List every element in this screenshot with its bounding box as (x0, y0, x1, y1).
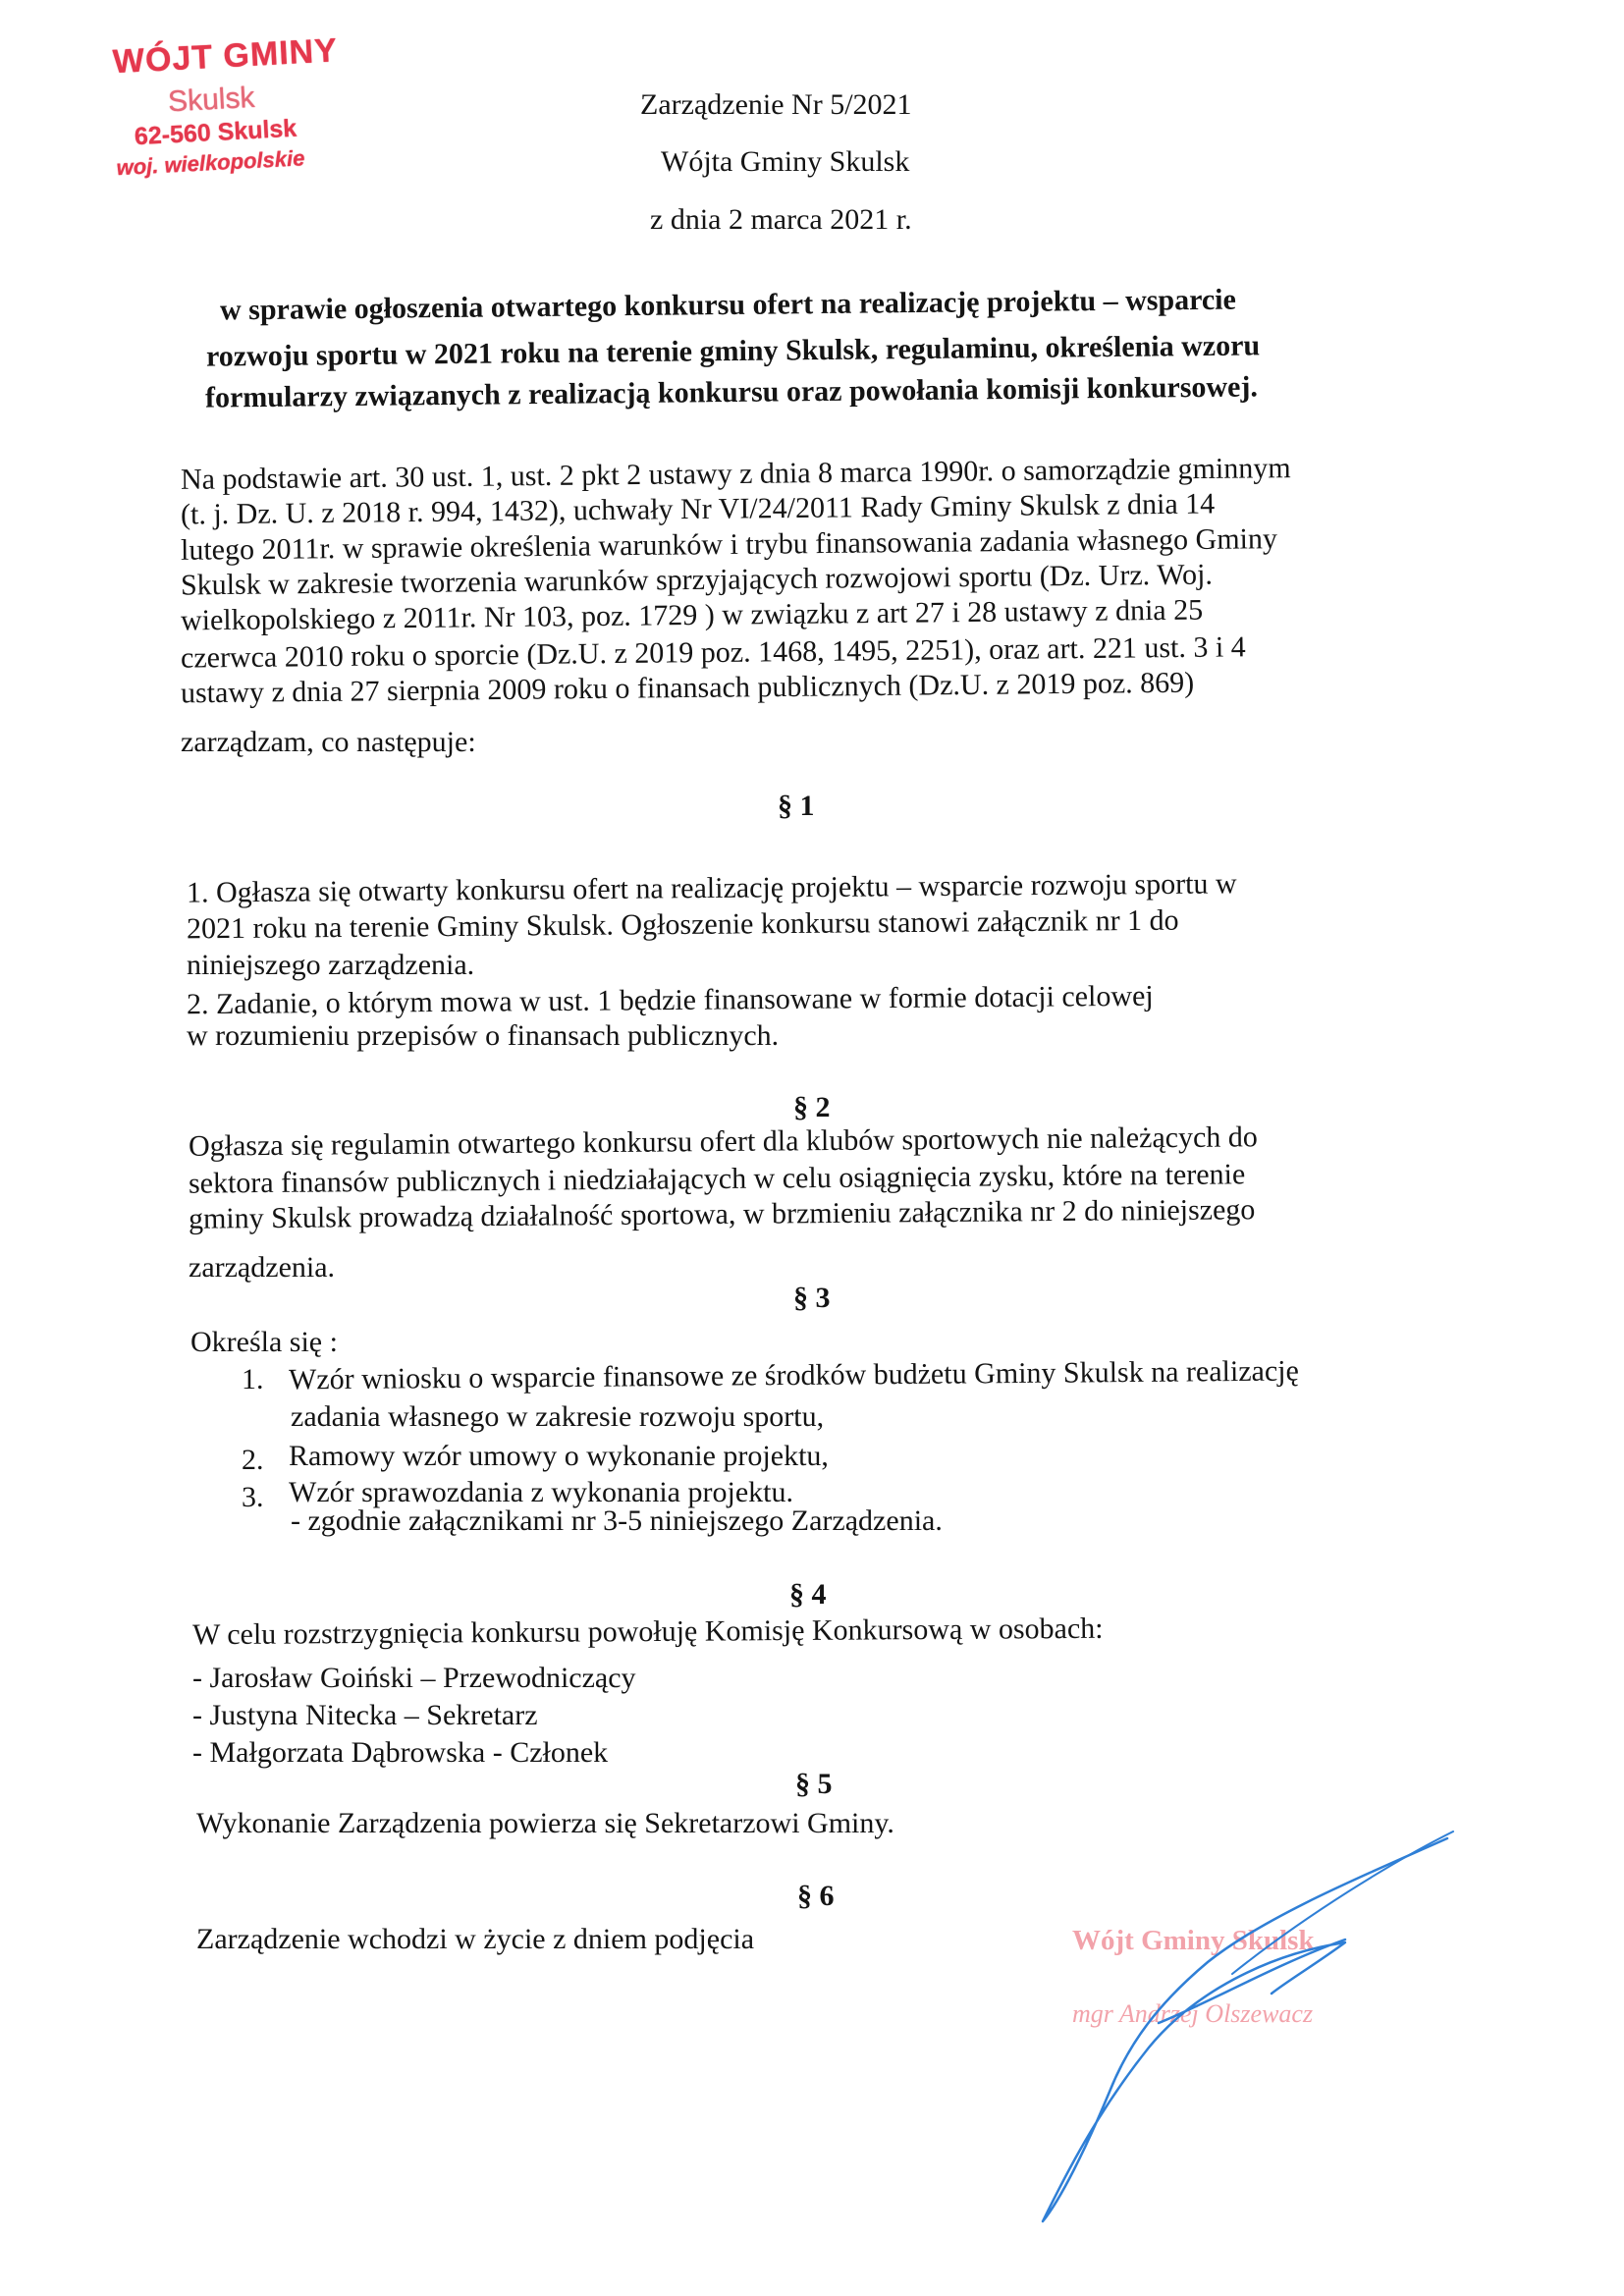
section-1-heading: § 1 (778, 790, 815, 822)
section-3-item-1-text: Wzór wniosku o wsparcie finansowe ze środków budżetu Gminy Skulsk na realizację (288, 1354, 1299, 1396)
stamp-line-2: Skulsk (167, 81, 256, 119)
commission-member: - Justyna Nitecka – Sekretarz (192, 1699, 538, 1731)
section-3-note: - zgodnie załącznikami nr 3-5 niniejszego Zarządzenia. (291, 1504, 943, 1537)
section-3-item-number: 3. (242, 1481, 264, 1513)
official-stamp (106, 31, 359, 201)
section-3-item-2-text: Ramowy wzór umowy o wykonanie projektu, (289, 1440, 829, 1472)
section-3-item-number: 2. (242, 1444, 264, 1476)
preamble-line-5: wielkopolskiego z 2011r. Nr 103, poz. 1729 ) w związku z art 27 i 28 ustawy z dnia 25 (180, 593, 1204, 637)
preamble-line-3: lutego 2011r. w sprawie określenia warunków i trybu finansowania zadania własnego Gminy (180, 522, 1278, 567)
document-title: Zarządzenie Nr 5/2021 (640, 88, 912, 121)
signature-stamp-name: mgr Andrzej Olszewacz (1072, 1999, 1314, 2028)
document-date: z dnia 2 marca 2021 r. (650, 203, 912, 236)
section-2-heading: § 2 (793, 1091, 831, 1123)
section-1-line-5: w rozumieniu przepisów o finansach publicznych. (187, 1019, 780, 1052)
subject-line-2: rozwoju sportu w 2021 roku na terenie gminy Skulsk, regulaminu, określenia wzoru (205, 329, 1261, 373)
section-3-intro: Określa się : (190, 1326, 338, 1358)
section-3-heading: § 3 (793, 1282, 831, 1314)
preamble-line-8: zarządzam, co następuje: (181, 726, 476, 758)
preamble-line-1: Na podstawie art. 30 ust. 1, ust. 2 pkt 2 ustawy z dnia 8 marca 1990r. o samorządzie gminnym (180, 452, 1291, 496)
section-1-line-4: 2. Zadanie, o którym mowa w ust. 1 będzie finansowane w formie dotacji celowej (186, 979, 1154, 1021)
section-1-line-2: 2021 roku na terenie Gminy Skulsk. Ogłoszenie konkursu stanowi załącznik nr 1 do (186, 903, 1179, 946)
section-1-line-1: 1. Ogłasza się otwarty konkursu ofert na realizację projektu – wsparcie rozwoju sportu w (186, 867, 1237, 909)
section-2-line-3: gminy Skulsk prowadzą działalność sportowa, w brzmieniu załącznika nr 2 do niniejszego (188, 1193, 1256, 1235)
section-6-heading: § 6 (797, 1880, 835, 1912)
stamp-line-4: woj. wielkopolskie (115, 145, 305, 181)
subject-line-1: w sprawie ogłoszenia otwartego konkursu ofert na realizację projektu – wsparcie (219, 283, 1237, 327)
section-3-item-3-text: Wzór sprawozdania z wykonania projektu. (289, 1476, 793, 1508)
section-3-item-number: 1. (242, 1363, 264, 1395)
preamble-line-7: ustawy z dnia 27 sierpnia 2009 roku o finansach publicznych (Dz.U. z 2019 poz. 869) (180, 666, 1195, 710)
preamble-line-2: (t. j. Dz. U. z 2018 r. 994, 1432), uchwały Nr VI/24/2011 Rady Gminy Skulsk z dnia 14 (180, 487, 1216, 531)
section-2-line-1: Ogłasza się regulamin otwartego konkursu ofert dla klubów sportowych nie należących do (188, 1121, 1258, 1163)
signature-stamp-title: Wójt Gminy Skulsk (1072, 1925, 1315, 1956)
stamp-line-3: 62-560 Skulsk (134, 114, 298, 151)
section-2-line-4: zarządzenia. (189, 1251, 336, 1284)
subject-line-3: formularzy związanych z realizacją konkursu oraz powołania komisji konkursowej. (204, 370, 1259, 414)
section-1-line-3: niniejszego zarządzenia. (187, 949, 475, 981)
section-5-text: Wykonanie Zarządzenia powierza się Sekretarzowi Gminy. (196, 1807, 894, 1839)
commission-member: - Małgorzata Dąbrowska - Członek (192, 1736, 609, 1769)
section-2-line-2: sektora finansów publicznych i niedziałających w celu osiągnięcia zysku, które na terenie (188, 1158, 1246, 1200)
section-4-intro: W celu rozstrzygnięcia konkursu powołuję Komisję Konkursową w osobach: (191, 1612, 1104, 1652)
issuing-authority: Wójta Gminy Skulsk (661, 145, 910, 178)
section-5-heading: § 5 (795, 1768, 833, 1800)
section-3-item-1-continued: zadania własnego w zakresie rozwoju sportu, (291, 1400, 825, 1433)
section-4-heading: § 4 (789, 1578, 827, 1611)
section-6-text: Zarządzenie wchodzi w życie z dniem podjęcia (196, 1923, 755, 1955)
preamble-line-4: Skulsk w zakresie tworzenia warunków sprzyjających rozwojowi sportu (Dz. Urz. Woj. (180, 558, 1214, 602)
stamp-line-1: WÓJT GMINY (111, 31, 339, 82)
preamble-line-6: czerwca 2010 roku o sporcie (Dz.U. z 2019 poz. 1468, 1495, 2251), oraz art. 221 ust. 3 i 4 (180, 630, 1246, 675)
commission-member: - Jarosław Goiński – Przewodniczący (192, 1662, 636, 1694)
